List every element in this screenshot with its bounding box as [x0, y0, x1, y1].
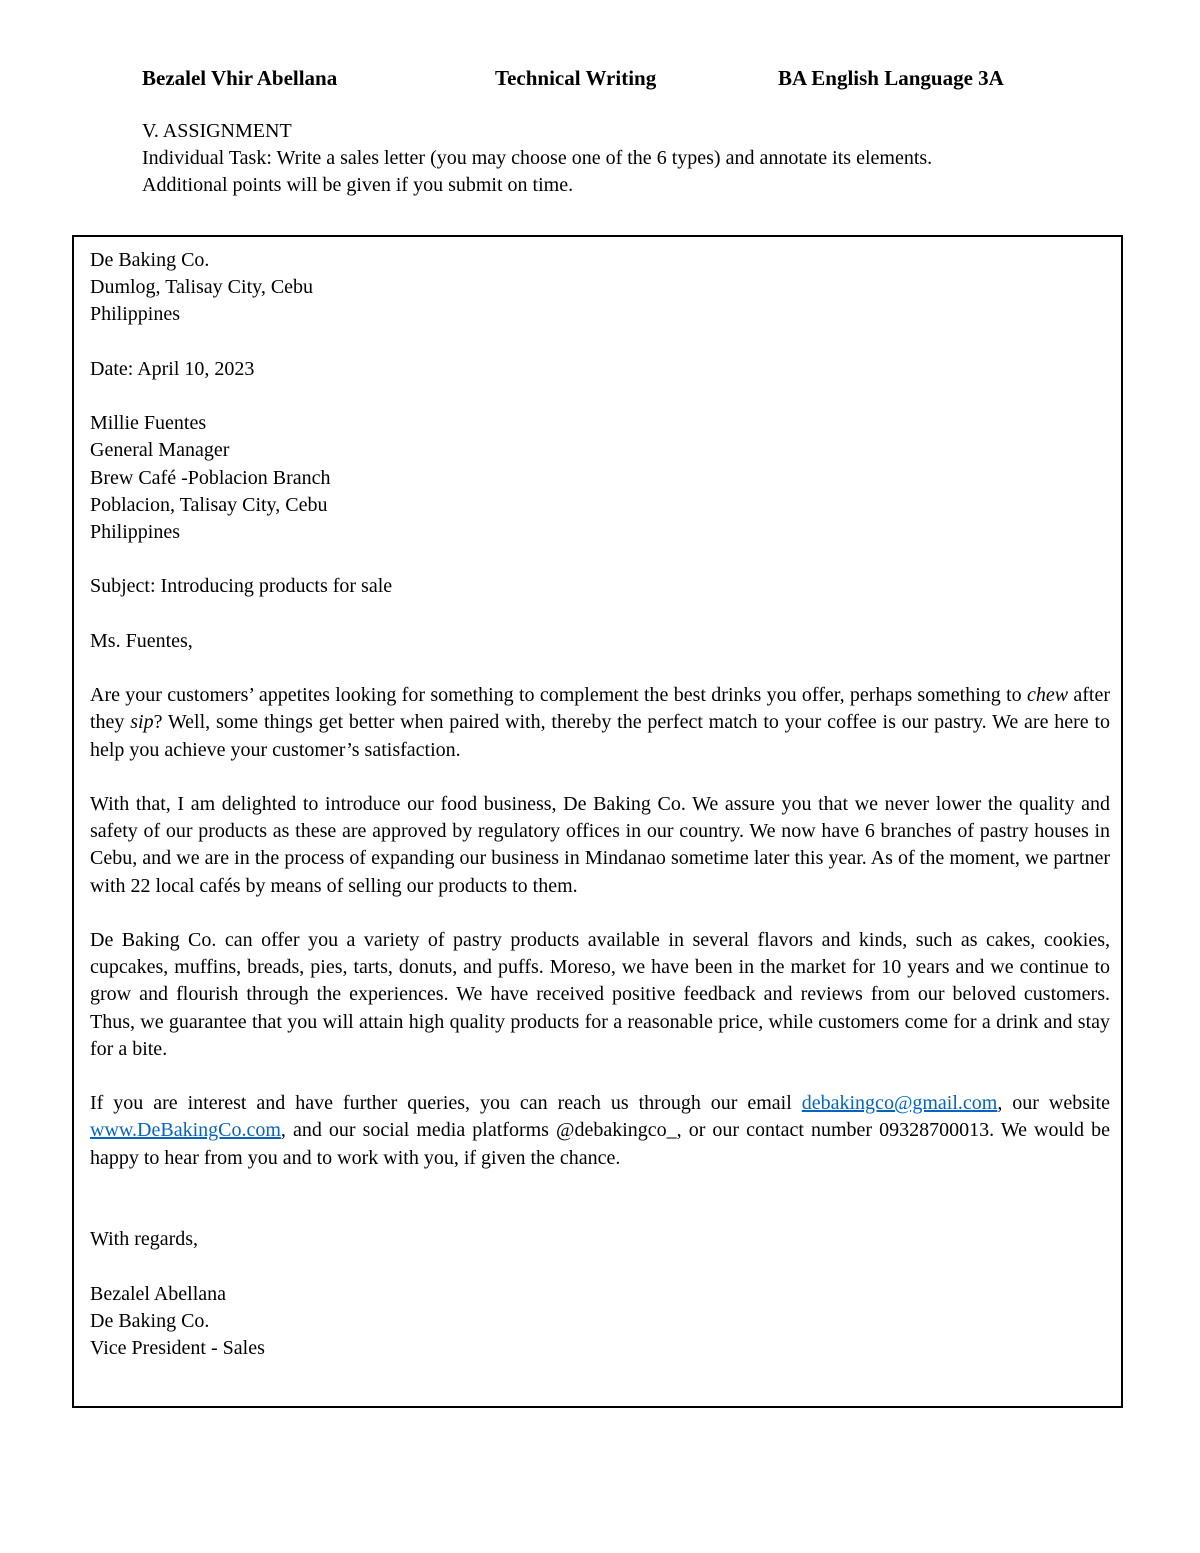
sender-line: Philippines: [90, 303, 181, 326]
recipient-line: Millie Fuentes: [90, 412, 207, 435]
recipient-address: [90, 410, 1110, 546]
sales-letter: [90, 247, 1110, 1362]
signature-line: Vice President - Sales: [90, 1336, 265, 1359]
p4-text-a: If you are interest and have further queries, you can reach us through our email: [90, 1092, 802, 1115]
assignment-instructions: [142, 118, 1122, 199]
assignment-task: Individual Task: Write a sales letter (you may choose one of the 6 types) and annotate its elements.: [142, 147, 933, 169]
p4-text-b: , our website: [997, 1092, 1110, 1115]
p1-text-a: Are your customers’ appetites looking for something to complement the best drinks you offer, perhaps something to: [90, 684, 1027, 707]
signature-line: De Baking Co.: [90, 1309, 210, 1332]
letter-salutation: Ms. Fuentes,: [90, 629, 193, 652]
signature-line: Bezalel Abellana: [90, 1282, 227, 1305]
class-name: BA English Language 3A: [778, 66, 1004, 90]
sender-line: Dumlog, Talisay City, Cebu: [90, 276, 314, 299]
sender-address: [90, 247, 1110, 329]
recipient-line: Brew Café -Poblacion Branch: [90, 466, 331, 489]
letter-subject: Subject: Introducing products for sale: [90, 575, 393, 598]
letter-date: Date: April 10, 2023: [90, 357, 255, 380]
p1-chew: chew: [1026, 684, 1069, 707]
assignment-title: V. ASSIGNMENT: [142, 120, 292, 142]
body-paragraph-3: De Baking Co. can offer you a variety of pastry products available in several flavors and kinds, such as cakes, cookies, cupcakes, muffins, breads, pies, tarts, donuts, and puffs. Moreso, we have been in the market for 10 years and we continue to grow and flourish through the experiences. We have received positive feedback and reviews from our beloved customers. Thus, we guarantee that you will attain high quality products for a reasonable price, while customers come for a drink and stay for a bite.: [90, 928, 1110, 1060]
body-paragraph-2: With that, I am delighted to introduce our food business, De Baking Co. We assure you that we never lower the quality and safety of our products as these are approved by regulatory offices in our country. We now have 6 branches of pastry houses in Cebu, and we are in the process of expanding our business in Mindanao sometime later this year. As of the moment, we partner with 22 local cafés by means of selling our products to them.: [90, 792, 1110, 897]
recipient-line: General Manager: [90, 439, 230, 462]
sender-line: De Baking Co.: [90, 249, 210, 271]
student-name: Bezalel Vhir Abellana: [142, 66, 338, 90]
signature-block: [90, 1281, 1110, 1363]
body-paragraph-1: [90, 682, 1110, 764]
document-header: [0, 66, 1200, 96]
email-link[interactable]: debakingco@gmail.com: [801, 1092, 998, 1115]
p1-text-b: after they: [90, 684, 1110, 734]
p1-text-c: ? Well, some things get better when paired with, thereby the perfect match to your coffee is our pastry. We are here to help you achieve your customer’s satisfaction.: [90, 711, 1111, 761]
p4-text-c: , and our social media platforms @debakingco_, or our contact number 09328700013. We would be happy to hear from you and to work with you, if given the chance.: [90, 1119, 1110, 1169]
website-link[interactable]: www.DeBakingCo.com: [90, 1119, 281, 1142]
recipient-line: Poblacion, Talisay City, Cebu: [90, 493, 328, 516]
course-name: Technical Writing: [495, 66, 657, 90]
assignment-note: Additional points will be given if you submit on time.: [142, 174, 574, 196]
letter-frame: [72, 235, 1123, 1408]
letter-closing: With regards,: [90, 1228, 199, 1251]
p1-sip: sip: [130, 711, 154, 734]
body-paragraph-4: [90, 1090, 1110, 1172]
recipient-line: Philippines: [90, 521, 181, 543]
